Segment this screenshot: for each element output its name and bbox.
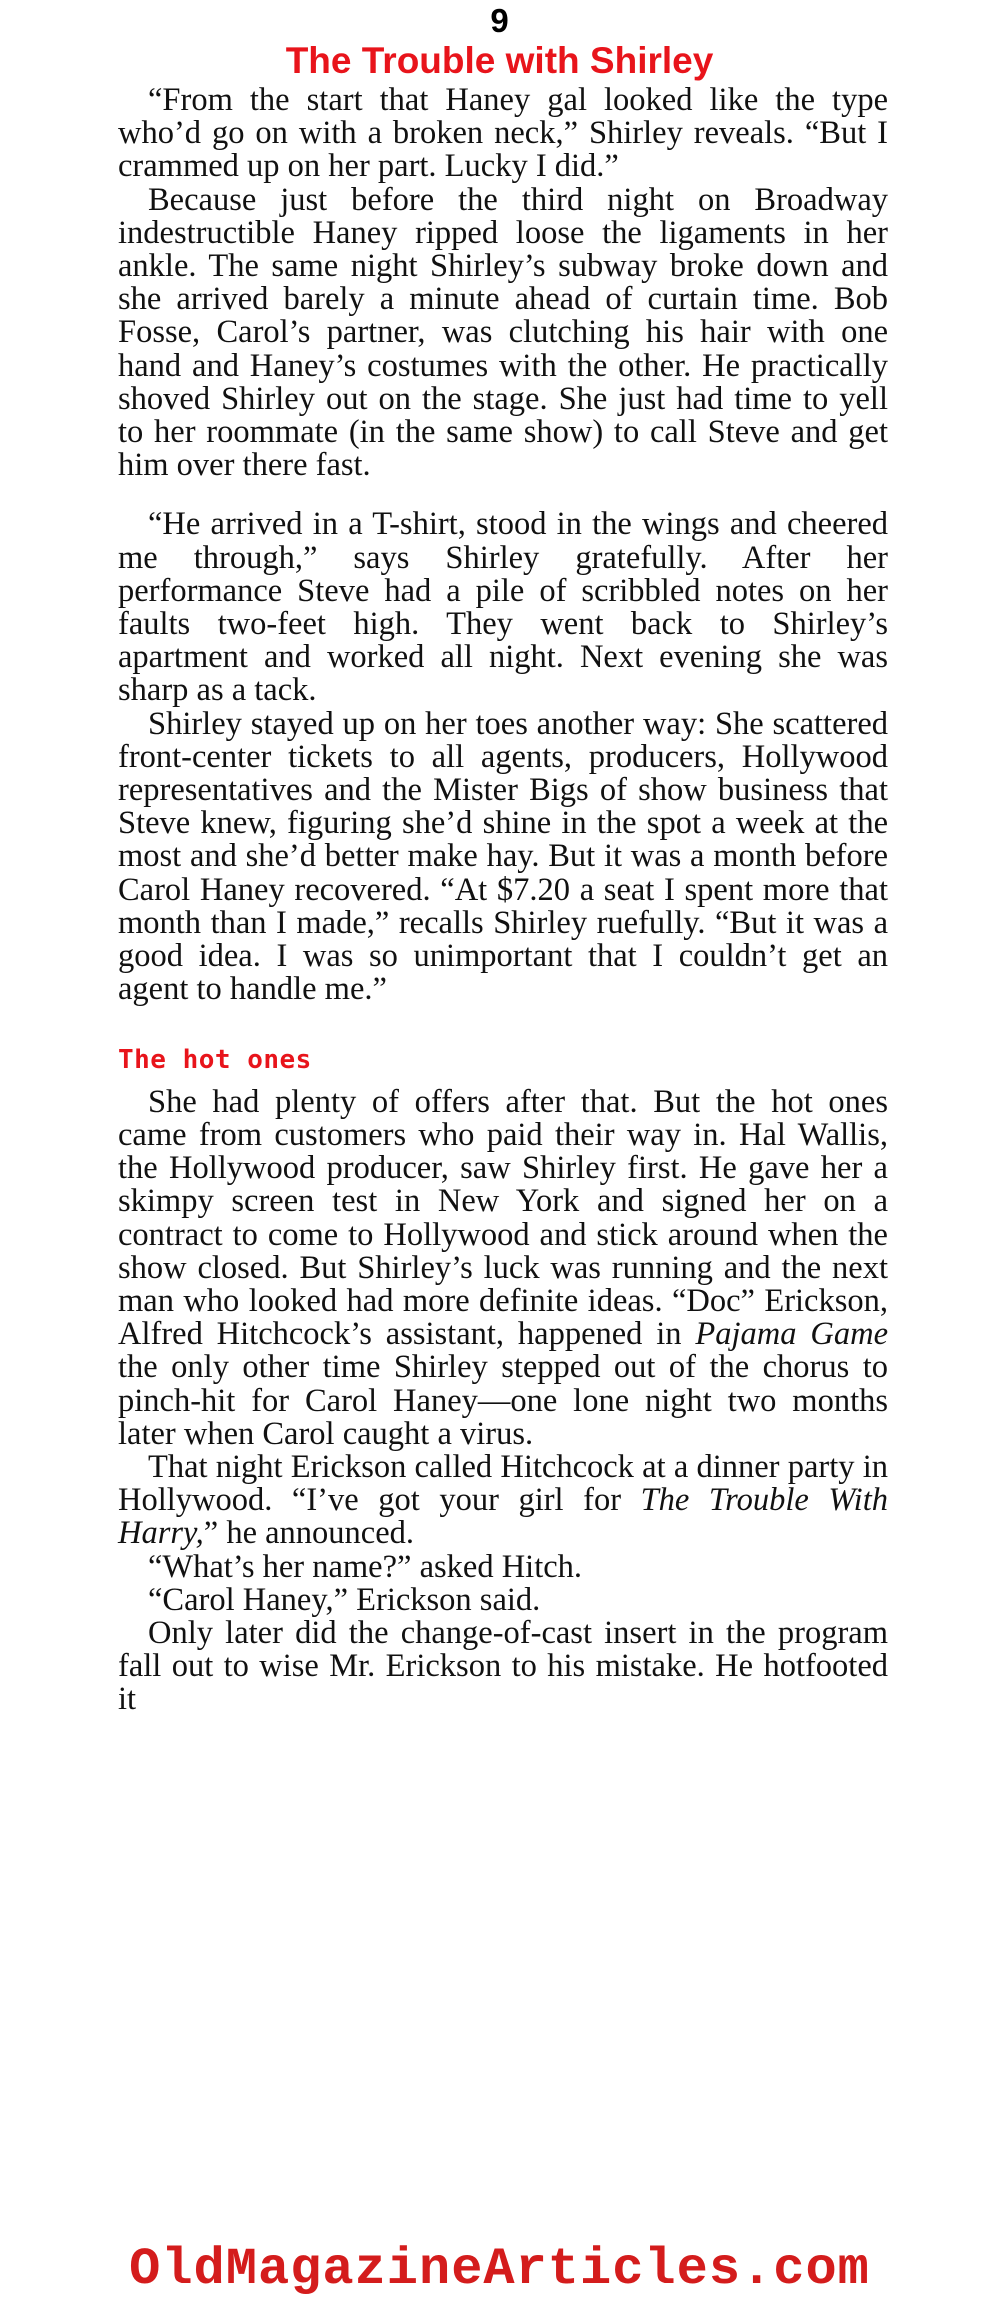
paragraph-6 [118,1448,888,1552]
section-heading: The hot ones [118,1045,312,1076]
paragraph-7: “What’s her name?” asked Hitch. [148,1548,583,1585]
paragraph-8: “Carol Haney,” Erickson said. [148,1581,541,1618]
paragraph-9: Only later did the change-of-cast insert in the program fall out to wise Mr. Erickson to his mistake. He hotfooted it [118,1614,888,1718]
paragraph-5-text-a: She had plenty of offers after that. But the hot ones came from customers who paid their way in. Hal Wallis, the Hollywood producer, saw Shirley first. He gave her a skimpy screen test in New York and signed her on a contract to come to Hollywood and stick around when the show closed. But Shirley’s luck was running and the next man who looked had more definite ideas. “Doc” Erickson, Alfred Hitchcock’s assistant, happened in [118,1083,888,1353]
paragraph-6-italic: The Trouble With Harry, [118,1482,888,1552]
paragraph-3: “He arrived in a T-shirt, stood in the wings and cheered me through,” says Shirley gratefully. After her performance Steve had a pile of scribbled notes on her faults two-feet high. They went back to Shirley’s apartment and worked all night. Next evening she was sharp as a tack. [118,506,888,709]
paragraph-5-text-b: the only other time Shirley stepped out of the chorus to pinch-hit for Carol Haney—one lone night two months later when Carol caught a virus. [118,1349,888,1452]
paragraph-5 [118,1083,888,1452]
paragraph-6-text-a: That night Erickson called Hitchcock at a dinner party in Hollywood. “I’ve got your girl for [118,1448,888,1519]
paragraph-6-text-b: ” he announced. [203,1515,415,1552]
article-body [118,84,888,1717]
paragraph-4: Shirley stayed up on her toes another way: She scattered front-center tickets to all agents, producers, Hollywood representatives and the Mister Bigs of show business that Steve knew, figuring she’d shine in the spot a week at the most and she’d better make hay. But it was a month before Carol Haney recovered. “At $7.20 a seat I spent more that month than I made,” recalls Shirley ruefully. “But it was a good idea. I was so unimportant that I couldn’t get an agent to handle me.” [118,705,888,1008]
page-number: 9 [490,2,509,39]
site-watermark: OldMagazineArticles.com [129,2240,870,2299]
paragraph-1: “From the start that Haney gal looked like the type who’d go on with a broken neck,” Shirley reveals. “But I crammed up on her part. Lucky I did.” [118,82,888,185]
paragraph-5-italic: Pajama Game [695,1316,888,1353]
paragraph-2: Because just before the third night on Broadway indestructible Haney ripped loose the ligaments in her ankle. The same night Shirley’s subway broke down and she arrived barely a minute ahead of curtain time. Bob Fosse, Carol’s partner, was clutching his hair with one hand and Haney’s costumes with the other. He practically shoved Shirley out on the stage. She just had time to yell to her roommate (in the same show) to call Steve and get him over there fast. [118,181,888,484]
article-title: The Trouble with Shirley [285,40,714,81]
